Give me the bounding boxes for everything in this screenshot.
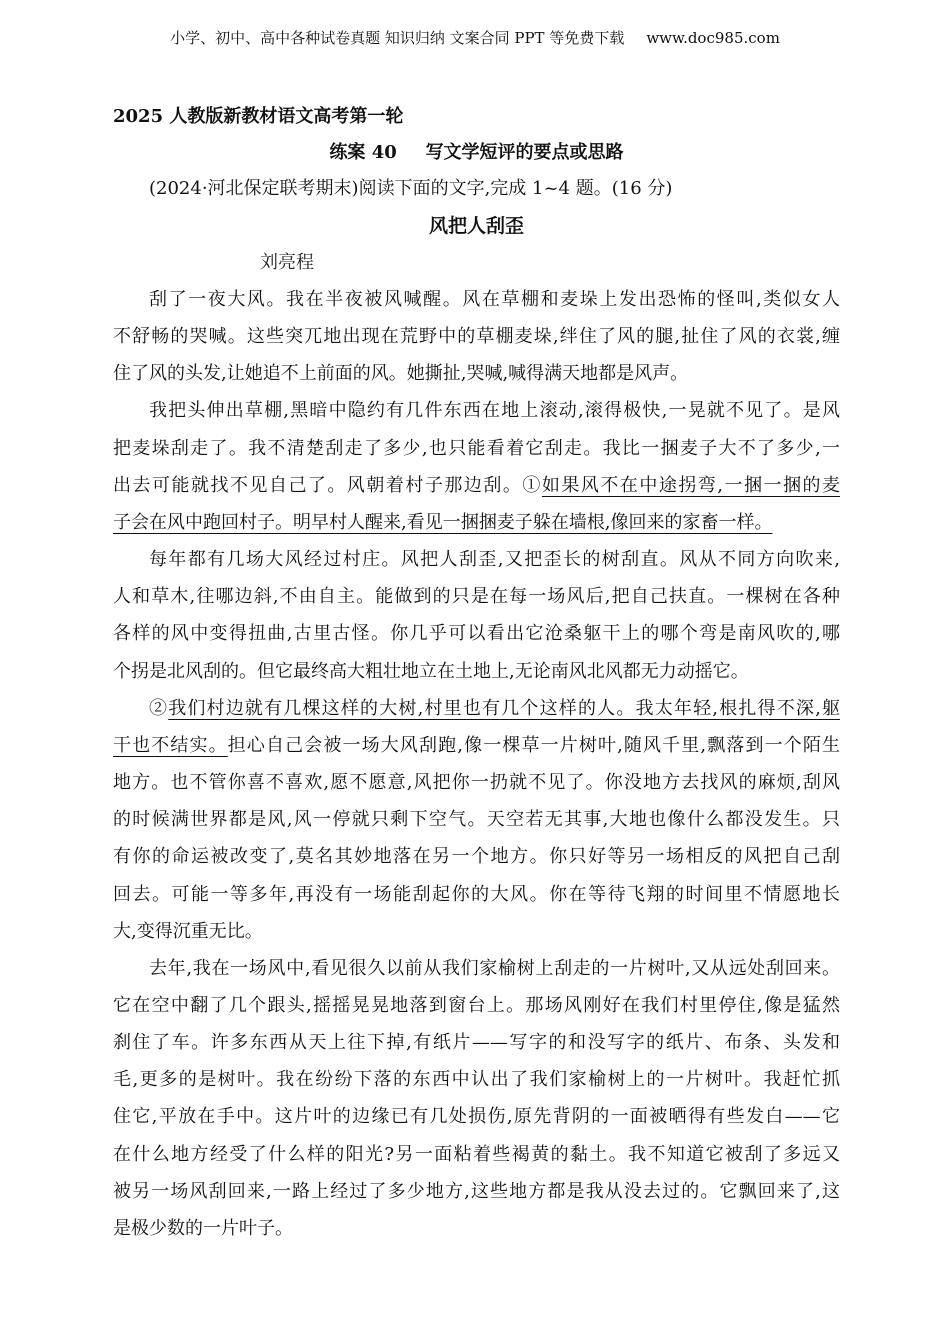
underlined-sentence-2: 我们村边就有几棵这样的大树,村里也有几个这样的人。我太年轻,根扎得不深,躯 bbox=[168, 697, 840, 719]
text-line: 去年,我在一场风中,看见很久以前从我们家榆树上刮走的一片树叶,又从远处刮回来。 bbox=[149, 957, 840, 979]
text-line bbox=[113, 467, 840, 504]
text-line: 在什么地方经受了什么样的阳光?另一面粘着些褐黄的黏土。我不知道它被刮了多远又 bbox=[113, 1143, 840, 1165]
article-title: 风把人刮歪 bbox=[428, 215, 524, 237]
paragraph-1 bbox=[113, 281, 840, 392]
lesson-topic: 写文学短评的要点或思路 bbox=[425, 142, 624, 163]
text-line: 住它,平放在手中。这片叶的边缘已有几处损伤,原先背阴的一面被晒得有些发白——它 bbox=[113, 1106, 840, 1128]
text-line: 毛,更多的是树叶。我在纷纷下落的东西中认出了我们家榆树上的一片树叶。我赶忙抓 bbox=[113, 1069, 840, 1091]
text-line: 有你的命运被改变了,莫名其妙地落在另一个地方。你只好等另一场相反的风把自己刮 bbox=[113, 846, 840, 868]
lesson-number: 练案 40 bbox=[329, 142, 397, 163]
text-line: 的时候满世界都是风,风一停就只剩下空气。天空若无其事,大地也像什么都没发生。只 bbox=[113, 809, 840, 831]
text-line: 刮了一夜大风。我在半夜被风喊醒。风在草棚和麦垛上发出恐怖的怪叫,类似女人 bbox=[149, 289, 840, 310]
page-header bbox=[0, 26, 950, 50]
text-line: 我把头伸出草棚,黑暗中隐约有几件东西在地上滚动,滚得极快,一晃就不见了。是风 bbox=[149, 400, 840, 422]
text-line: 住了风的头发,让她追不上前面的风。她撕扯,哭喊,喊得满天地都是风声。 bbox=[113, 363, 689, 385]
text-segment: 出去可能就找不见自己了。风朝着村子那边刮。① bbox=[113, 474, 542, 496]
text-line: 地方。也不管你喜不喜欢,愿不愿意,风把你一扔就不见了。你没地方去找风的麻烦,刮风 bbox=[113, 772, 840, 794]
underlined-sentence-1: 如果风不在中途拐弯,一捆一捆的麦 bbox=[541, 474, 840, 496]
text-line: 各样的风中变得扭曲,古里古怪。你几乎可以看出它沧桑躯干上的哪个弯是南风吹的,哪 bbox=[113, 623, 840, 645]
text-line: 它在空中翻了几个跟头,摇摇晃晃地落到窗台上。那场风刚好在我们村里停住,像是猛然 bbox=[113, 994, 840, 1016]
text-segment: ② bbox=[149, 697, 169, 719]
text-line bbox=[113, 690, 840, 727]
header-promo-text: 小学、初中、高中各种试卷真题 知识归纳 文案合同 PPT 等免费下载 bbox=[170, 29, 625, 47]
lesson-title bbox=[113, 135, 840, 171]
paragraph-4 bbox=[113, 690, 840, 950]
text-line: 人和草木,往哪边斜,不由自主。能做到的只是在每一场风后,把自己扶直。一棵树在各种 bbox=[113, 586, 840, 608]
question-instruction: (2024·河北保定联考期末)阅读下面的文字,完成 1~4 题。(16 分) bbox=[149, 178, 673, 199]
text-line: 个拐是北风刮的。但它最终高大粗壮地立在土地上,无论南风北风都无力动摇它。 bbox=[113, 660, 749, 682]
paragraph-3 bbox=[113, 541, 840, 690]
header-site-url: www.doc985.com bbox=[646, 29, 780, 47]
paragraph-2 bbox=[113, 392, 840, 541]
paragraph-5 bbox=[113, 950, 840, 1247]
text-line bbox=[113, 727, 840, 764]
series-title: 2025 人教版新教材语文高考第一轮 bbox=[113, 106, 404, 127]
text-line: 刹住了车。许多东西从天上往下掉,有纸片——写字的和没写字的纸片、布条、头发和 bbox=[113, 1032, 840, 1054]
article-author: 刘亮程 bbox=[260, 252, 314, 273]
underlined-sentence-1: 子会在风中跑回村子。明早村人醒来,看见一捆捆麦子躲在墙根,像回来的家畜一样。 bbox=[113, 511, 773, 533]
text-line: 是极少数的一片叶子。 bbox=[113, 1217, 293, 1239]
document-content bbox=[113, 99, 840, 1247]
text-line: 把麦垛刮走了。我不清楚刮走了多少,也只能看着它刮走。我比一捆麦子大不了多少,一 bbox=[113, 437, 840, 459]
text-line bbox=[113, 504, 840, 541]
text-segment: 担心自己会被一场大风刮跑,像一棵草一片树叶,随风千里,飘落到一个陌生 bbox=[227, 734, 840, 756]
text-line: 不舒畅的哭喊。这些突兀地出现在荒野中的草棚麦垛,绊住了风的腿,扯住了风的衣裳,缠 bbox=[113, 326, 840, 348]
article-body bbox=[113, 281, 840, 1247]
text-line: 回去。可能一等多年,再没有一场能刮起你的大风。你在等待飞翔的时间里不情愿地长 bbox=[113, 883, 840, 905]
text-line: 大,变得沉重无比。 bbox=[113, 920, 263, 942]
text-line: 每年都有几场大风经过村庄。风把人刮歪,又把歪长的树刮直。风从不同方向吹来, bbox=[149, 549, 840, 571]
underlined-sentence-2: 干也不结实。 bbox=[113, 734, 228, 756]
text-line: 被另一场风刮回来,一路上经过了多少地方,这些地方都是我从没去过的。它飘回来了,这 bbox=[113, 1180, 840, 1202]
